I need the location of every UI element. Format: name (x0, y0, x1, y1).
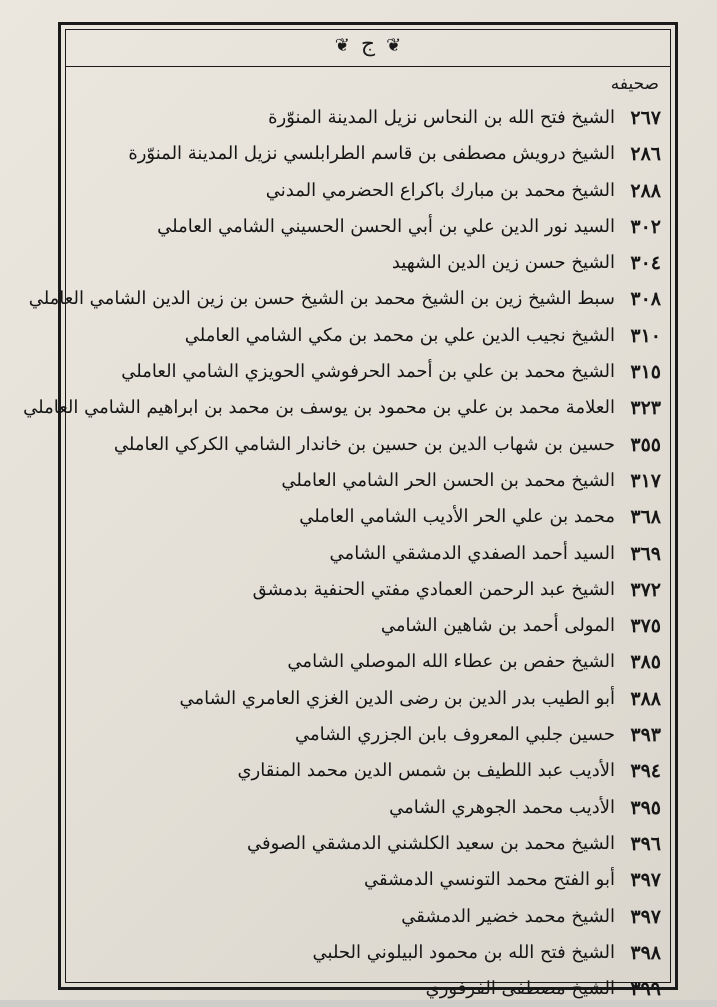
index-entry (101, 499, 661, 535)
index-entry (101, 536, 661, 572)
entry-page-number: ٣١٠ (630, 324, 661, 347)
entry-page-number: ٣٩٦ (630, 832, 661, 855)
entry-name: محمد بن علي الحر الأديب الشامي العاملي (299, 506, 615, 528)
entry-name: المولى أحمد بن شاهين الشامي (380, 615, 615, 637)
index-entry (101, 572, 661, 608)
entry-name: الشيخ فتح الله بن النحاس نزيل المدينة المنوّرة (268, 107, 615, 128)
entry-page-number: ٣٩٨ (630, 941, 661, 964)
entry-name: الأديب محمد الجوهري الشامي (389, 796, 615, 818)
entry-page-number: ٣٩٩ (630, 978, 661, 1001)
entry-name: حسين بن شهاب الدين بن حسين بن خاندار الشامي الكركي العاملي (113, 433, 615, 455)
entry-name: الشيخ حسن زين الدين الشهيد (391, 252, 615, 274)
index-list (23, 100, 661, 1007)
entry-page-number: ٢٦٧ (630, 107, 661, 129)
entry-name: الشيخ محمد خضير الدمشقي (401, 905, 615, 927)
entry-name: العلامة محمد بن علي بن محمود بن يوسف بن محمد بن ابراهيم الشامي العاملي (23, 397, 615, 419)
entry-page-number: ٣٧٥ (630, 615, 661, 638)
entry-name: السيد أحمد الصفدي الدمشقي الشامي (329, 542, 615, 564)
page-letter: ج (360, 32, 376, 57)
index-entry (101, 100, 661, 136)
index-entry (101, 354, 661, 390)
ornament-right-icon: ❦ (386, 35, 402, 56)
index-entry (101, 826, 661, 862)
entry-page-number: ٢٨٨ (630, 179, 661, 202)
entry-name: سبط الشيخ زين بن الشيخ محمد بن الشيخ حسن بن زين الدين الشامي العاملي (28, 288, 615, 310)
entry-name: الشيخ نجيب الدين علي بن محمد بن مكي الشامي العاملي (184, 324, 615, 346)
index-entry (28, 281, 661, 317)
entry-name: الشيخ محمد بن سعيد الكلشني الدمشقي الصوفي (246, 832, 615, 854)
entry-name: الشيخ محمد بن مبارك باكراع الحضرمي المدني (265, 179, 615, 201)
entry-name: الأديب عبد اللطيف بن شمس الدين محمد المنقاري (237, 760, 615, 782)
entry-page-number: ٣٩٣ (630, 724, 661, 747)
entry-name: الشيخ درويش مصطفى بن قاسم الطرابلسي نزيل المدينة المنوّرة (128, 143, 615, 165)
entry-name: الشيخ فتح الله بن محمود البيلوني الحلبي (312, 941, 615, 963)
page-column-label: صحيفه (610, 74, 659, 94)
entry-name: الشيخ محمد بن الحسن الحر الشامي العاملي (281, 469, 615, 491)
ornament-left-icon: ❦ (334, 35, 350, 56)
page-header (65, 32, 671, 62)
index-entry (101, 136, 661, 172)
entry-name: أبو الطيب بدر الدين بن رضى الدين الغزي العامري الشامي (179, 687, 615, 709)
entry-page-number: ٣١٥ (630, 361, 661, 384)
entry-page-number: ٣٩٤ (630, 760, 661, 783)
index-entry (101, 753, 661, 789)
entry-page-number: ٣١٧ (630, 469, 661, 492)
entry-name: الشيخ عبد الرحمن العمادي مفتي الحنفية بدمشق (252, 578, 615, 600)
entry-page-number: ٣٨٨ (630, 687, 661, 710)
entry-name: حسين جلبي المعروف بابن الجزري الشامي (294, 724, 615, 746)
entry-page-number: ٣٦٨ (630, 506, 661, 529)
entry-page-number: ٢٨٦ (630, 143, 661, 166)
index-entry (101, 935, 661, 971)
index-entry (101, 971, 661, 1007)
entry-page-number: ٣٥٥ (630, 433, 661, 456)
entry-page-number: ٣٦٩ (630, 542, 661, 565)
entry-name: أبو الفتح محمد التونسي الدمشقي (364, 869, 615, 891)
entry-name: الشيخ حفص بن عطاء الله الموصلي الشامي (287, 651, 615, 673)
index-entry (101, 608, 661, 644)
entry-name: الشيخ مصطفى الفرفوري (425, 978, 615, 1000)
index-entry (101, 245, 661, 281)
index-entry (101, 644, 661, 680)
index-entry (101, 899, 661, 935)
index-entry (23, 390, 661, 426)
entry-page-number: ٣٧٢ (630, 578, 661, 601)
index-entry (101, 427, 661, 463)
entry-page-number: ٣٩٥ (630, 796, 661, 819)
entry-page-number: ٣٢٣ (630, 397, 661, 420)
index-entry (101, 173, 661, 209)
header-divider (65, 66, 671, 67)
entry-page-number: ٣٩٧ (630, 869, 661, 892)
index-entry (101, 463, 661, 499)
entry-page-number: ٣٩٧ (630, 905, 661, 928)
index-entry (101, 717, 661, 753)
entry-page-number: ٣٠٤ (630, 252, 661, 275)
entry-name: السيد نور الدين علي بن أبي الحسن الحسيني الشامي العاملي (157, 215, 615, 237)
index-entry (101, 209, 661, 245)
entry-page-number: ٣٠٢ (630, 215, 661, 238)
entry-page-number: ٣٠٨ (630, 288, 661, 311)
index-entry (101, 681, 661, 717)
index-entry (101, 862, 661, 898)
entry-page-number: ٣٨٥ (630, 651, 661, 674)
index-entry (101, 790, 661, 826)
entry-name: الشيخ محمد بن علي بن أحمد الحرفوشي الحويزي الشامي العاملي (121, 361, 615, 383)
index-entry (101, 318, 661, 354)
